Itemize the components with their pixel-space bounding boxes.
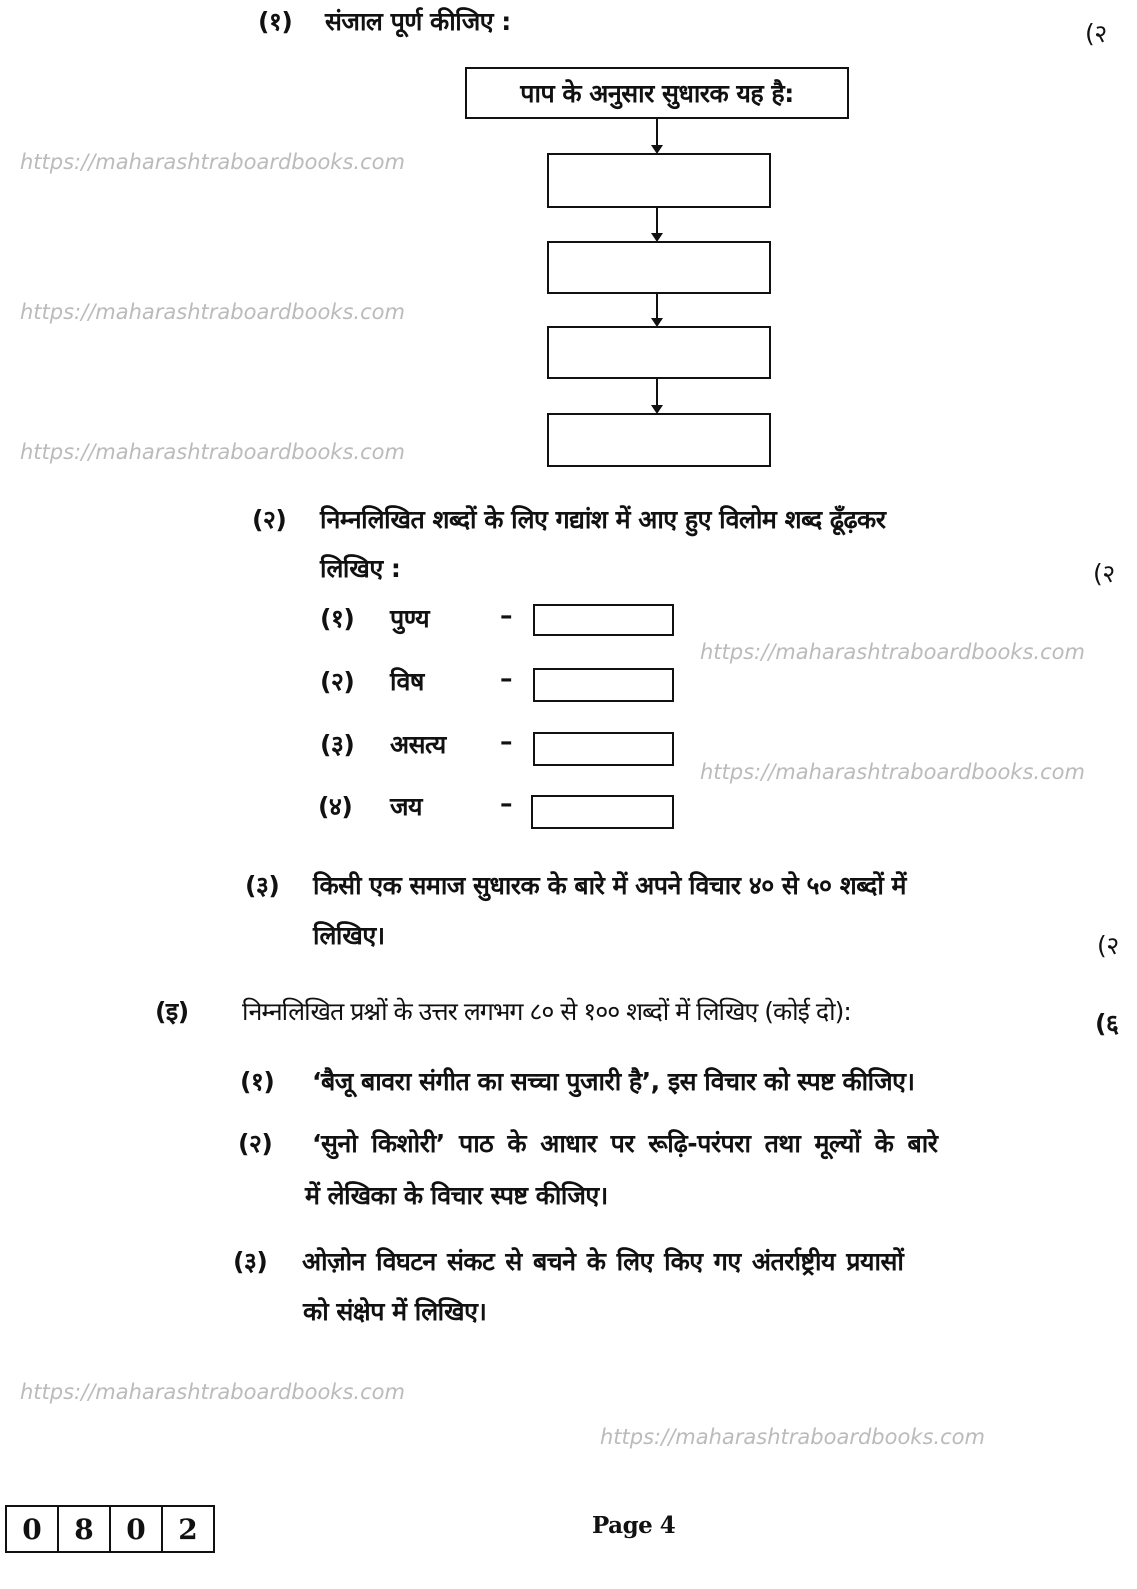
item-word: पुण्य — [390, 604, 430, 633]
q3-line2: लिखिए। — [313, 921, 385, 950]
item-dash: – — [500, 664, 512, 693]
arrow-icon — [656, 293, 658, 325]
watermark: https://maharashtraboardbooks.com — [700, 760, 1085, 784]
flowchart-answer-box[interactable] — [547, 153, 771, 208]
watermark: https://maharashtraboardbooks.com — [20, 300, 405, 324]
item-num: (४) — [318, 792, 353, 821]
q1-label: (१) — [258, 7, 293, 36]
page-number: Page 4 — [592, 1512, 676, 1539]
item-word: जय — [390, 792, 423, 821]
q1-marks: (२ — [1085, 19, 1107, 48]
flowchart-top-text: पाप के अनुसार सुधारक यह है: — [520, 79, 794, 108]
sub3-num: (३) — [233, 1247, 268, 1276]
q3-line1: किसी एक समाज सुधारक के बारे में अपने विचार ४० से ५० शब्दों में — [313, 871, 906, 900]
qe-label: (इ) — [155, 997, 189, 1026]
qe-text: निम्नलिखित प्रश्नों के उत्तर लगभग ८० से १०० शब्दों में लिखिए (कोई दो): — [242, 997, 851, 1026]
arrow-icon — [656, 118, 658, 152]
q2-line2: लिखिए : — [320, 554, 401, 583]
item-dash: – — [500, 789, 512, 818]
code-digit: 2 — [178, 1512, 198, 1546]
flowchart-answer-box[interactable] — [547, 413, 771, 467]
arrow-icon — [656, 378, 658, 412]
watermark: https://maharashtraboardbooks.com — [20, 440, 405, 464]
sub1-num: (१) — [240, 1067, 275, 1096]
sub2-line2: में लेखिका के विचार स्पष्ट कीजिए। — [305, 1181, 608, 1210]
q1-text: संजाल पूर्ण कीजिए : — [325, 7, 511, 36]
code-digit: 0 — [7, 1507, 59, 1551]
sub2-num: (२) — [238, 1129, 273, 1158]
code-digit: 8 — [59, 1507, 111, 1551]
code-digit: 0 — [111, 1507, 163, 1551]
item-dash: – — [500, 601, 512, 630]
q2-line1: निम्नलिखित शब्दों के लिए गद्यांश में आए हुए विलोम शब्द ढूँढ़कर — [320, 505, 886, 534]
watermark: https://maharashtraboardbooks.com — [20, 1380, 405, 1404]
watermark: https://maharashtraboardbooks.com — [20, 150, 405, 174]
item-num: (२) — [320, 667, 355, 696]
q2-marks: (२ — [1093, 559, 1115, 588]
flowchart-top-box — [465, 67, 849, 119]
sub3-line2: को संक्षेप में लिखिए। — [303, 1297, 487, 1326]
q2-label: (२) — [252, 505, 287, 534]
arrow-icon — [656, 207, 658, 240]
antonym-answer-box[interactable] — [533, 668, 674, 702]
item-word: विष — [390, 667, 424, 696]
antonym-answer-box[interactable] — [533, 604, 674, 636]
item-num: (१) — [320, 604, 355, 633]
item-dash: – — [500, 727, 512, 756]
sub1-text: ‘बैजू बावरा संगीत का सच्चा पुजारी है’, इस विचार को स्पष्ट कीजिए। — [312, 1067, 915, 1096]
item-word: असत्य — [390, 730, 446, 759]
watermark: https://maharashtraboardbooks.com — [600, 1425, 985, 1449]
watermark: https://maharashtraboardbooks.com — [700, 640, 1085, 664]
sub3-line1: ओज़ोन विघटन संकट से बचने के लिए किए गए अंतर्राष्ट्रीय प्रयासों — [302, 1247, 904, 1276]
flowchart-answer-box[interactable] — [547, 241, 771, 294]
qe-marks: (६ — [1095, 1009, 1119, 1038]
q3-marks: (२ — [1097, 931, 1119, 960]
sub2-line1: ‘सुनो किशोरी’ पाठ के आधार पर रूढ़ि-परंपरा तथा मूल्यों के बारे — [312, 1129, 938, 1158]
item-num: (३) — [320, 730, 355, 759]
antonym-answer-box[interactable] — [531, 795, 674, 829]
paper-code — [5, 1505, 215, 1553]
q3-label: (३) — [245, 871, 280, 900]
antonym-answer-box[interactable] — [533, 732, 674, 766]
flowchart-answer-box[interactable] — [547, 326, 771, 379]
